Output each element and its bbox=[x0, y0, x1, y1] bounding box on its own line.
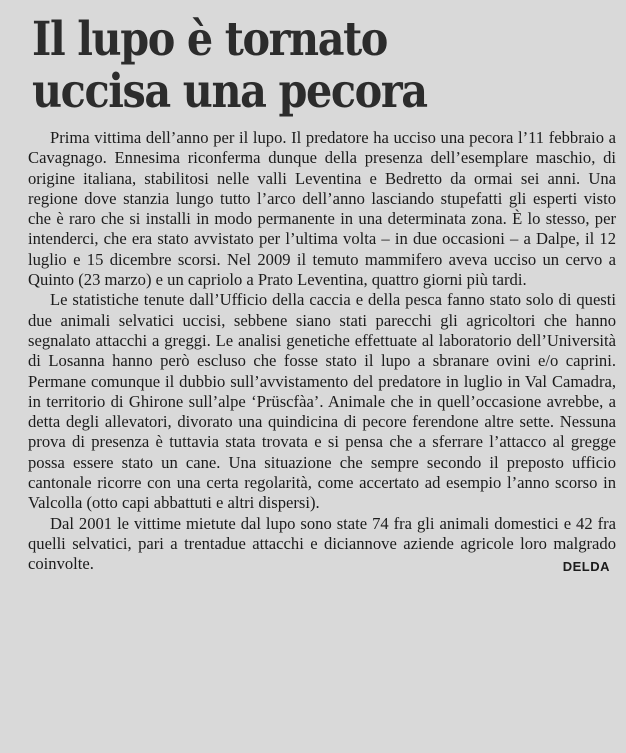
article-body bbox=[28, 128, 616, 575]
paragraph-2: Le statistiche tenute dall’Ufficio della caccia e della pesca fanno stato solo di questi due animali selvatici uccisi, sebbene siano stati parecchi gli agricoltori che hanno segnalato attacchi a greggi. Le analisi genetiche effettuate al laboratorio dell’Università di Losanna hanno però escluso che fosse stato il lupo a sbranare ovini e/o caprini. Permane comunque il dubbio sull’avvistamento del predatore in luglio in Val Camadra, in territorio di Ghirone sull’alpe ‘Prüscfàa’. Animale che in quell’occasione avrebbe, a detta degli allevatori, divorato una quindicina di pecore ferendone altre sette. Nessuna prova di presenza è tuttavia stata trovata e si pensa che a sferrare l’attacco al gregge possa essere stato un cane. Una situazione che sempre secondo il preposto ufficio cantonale ricorre con una certa regolarità, come accertato ad esempio l’anno scorso in Valcolla (otto capi abbattuti e altri dispersi). bbox=[28, 290, 616, 513]
paragraph-3-text: Dal 2001 le vittime mietute dal lupo sono state 74 fra gli animali domestici e 42 fra quelli selvatici, pari a trentadue attacchi e diciannove aziende agricole loro malgrado coinvolte. bbox=[28, 513, 616, 574]
headline-line-1: Il lupo è tornato bbox=[32, 12, 387, 67]
headline-line-2: uccisa una pecora bbox=[32, 64, 427, 119]
author-signature: DELDA bbox=[562, 559, 610, 575]
paragraph-1: Prima vittima dell’anno per il lupo. Il predatore ha ucciso una pecora l’11 febbraio a Cavagnago. Ennesima riconferma dunque della presenza dell’esemplare maschio, di origine italiana, stabilitosi nelle valli Leventina e Bedretto da ormai sei anni. Una regione dove stanzia lungo tutto l’arco dell’anno lasciando stupefatti gli esperti visto che è raro che si installi in modo permanente in una determinata zona. È lo stesso, per intenderci, che era stato avvistato per l’ultima volta – in due occasioni – a Dalpe, il 12 luglio e 15 dicembre scorsi. Nel 2009 il temuto mammifero aveva ucciso un cervo a Quinto (23 marzo) e un capriolo a Prato Leventina, quattro giorni più tardi. bbox=[28, 128, 616, 290]
headline bbox=[32, 14, 546, 118]
paragraph-3 bbox=[28, 514, 616, 575]
